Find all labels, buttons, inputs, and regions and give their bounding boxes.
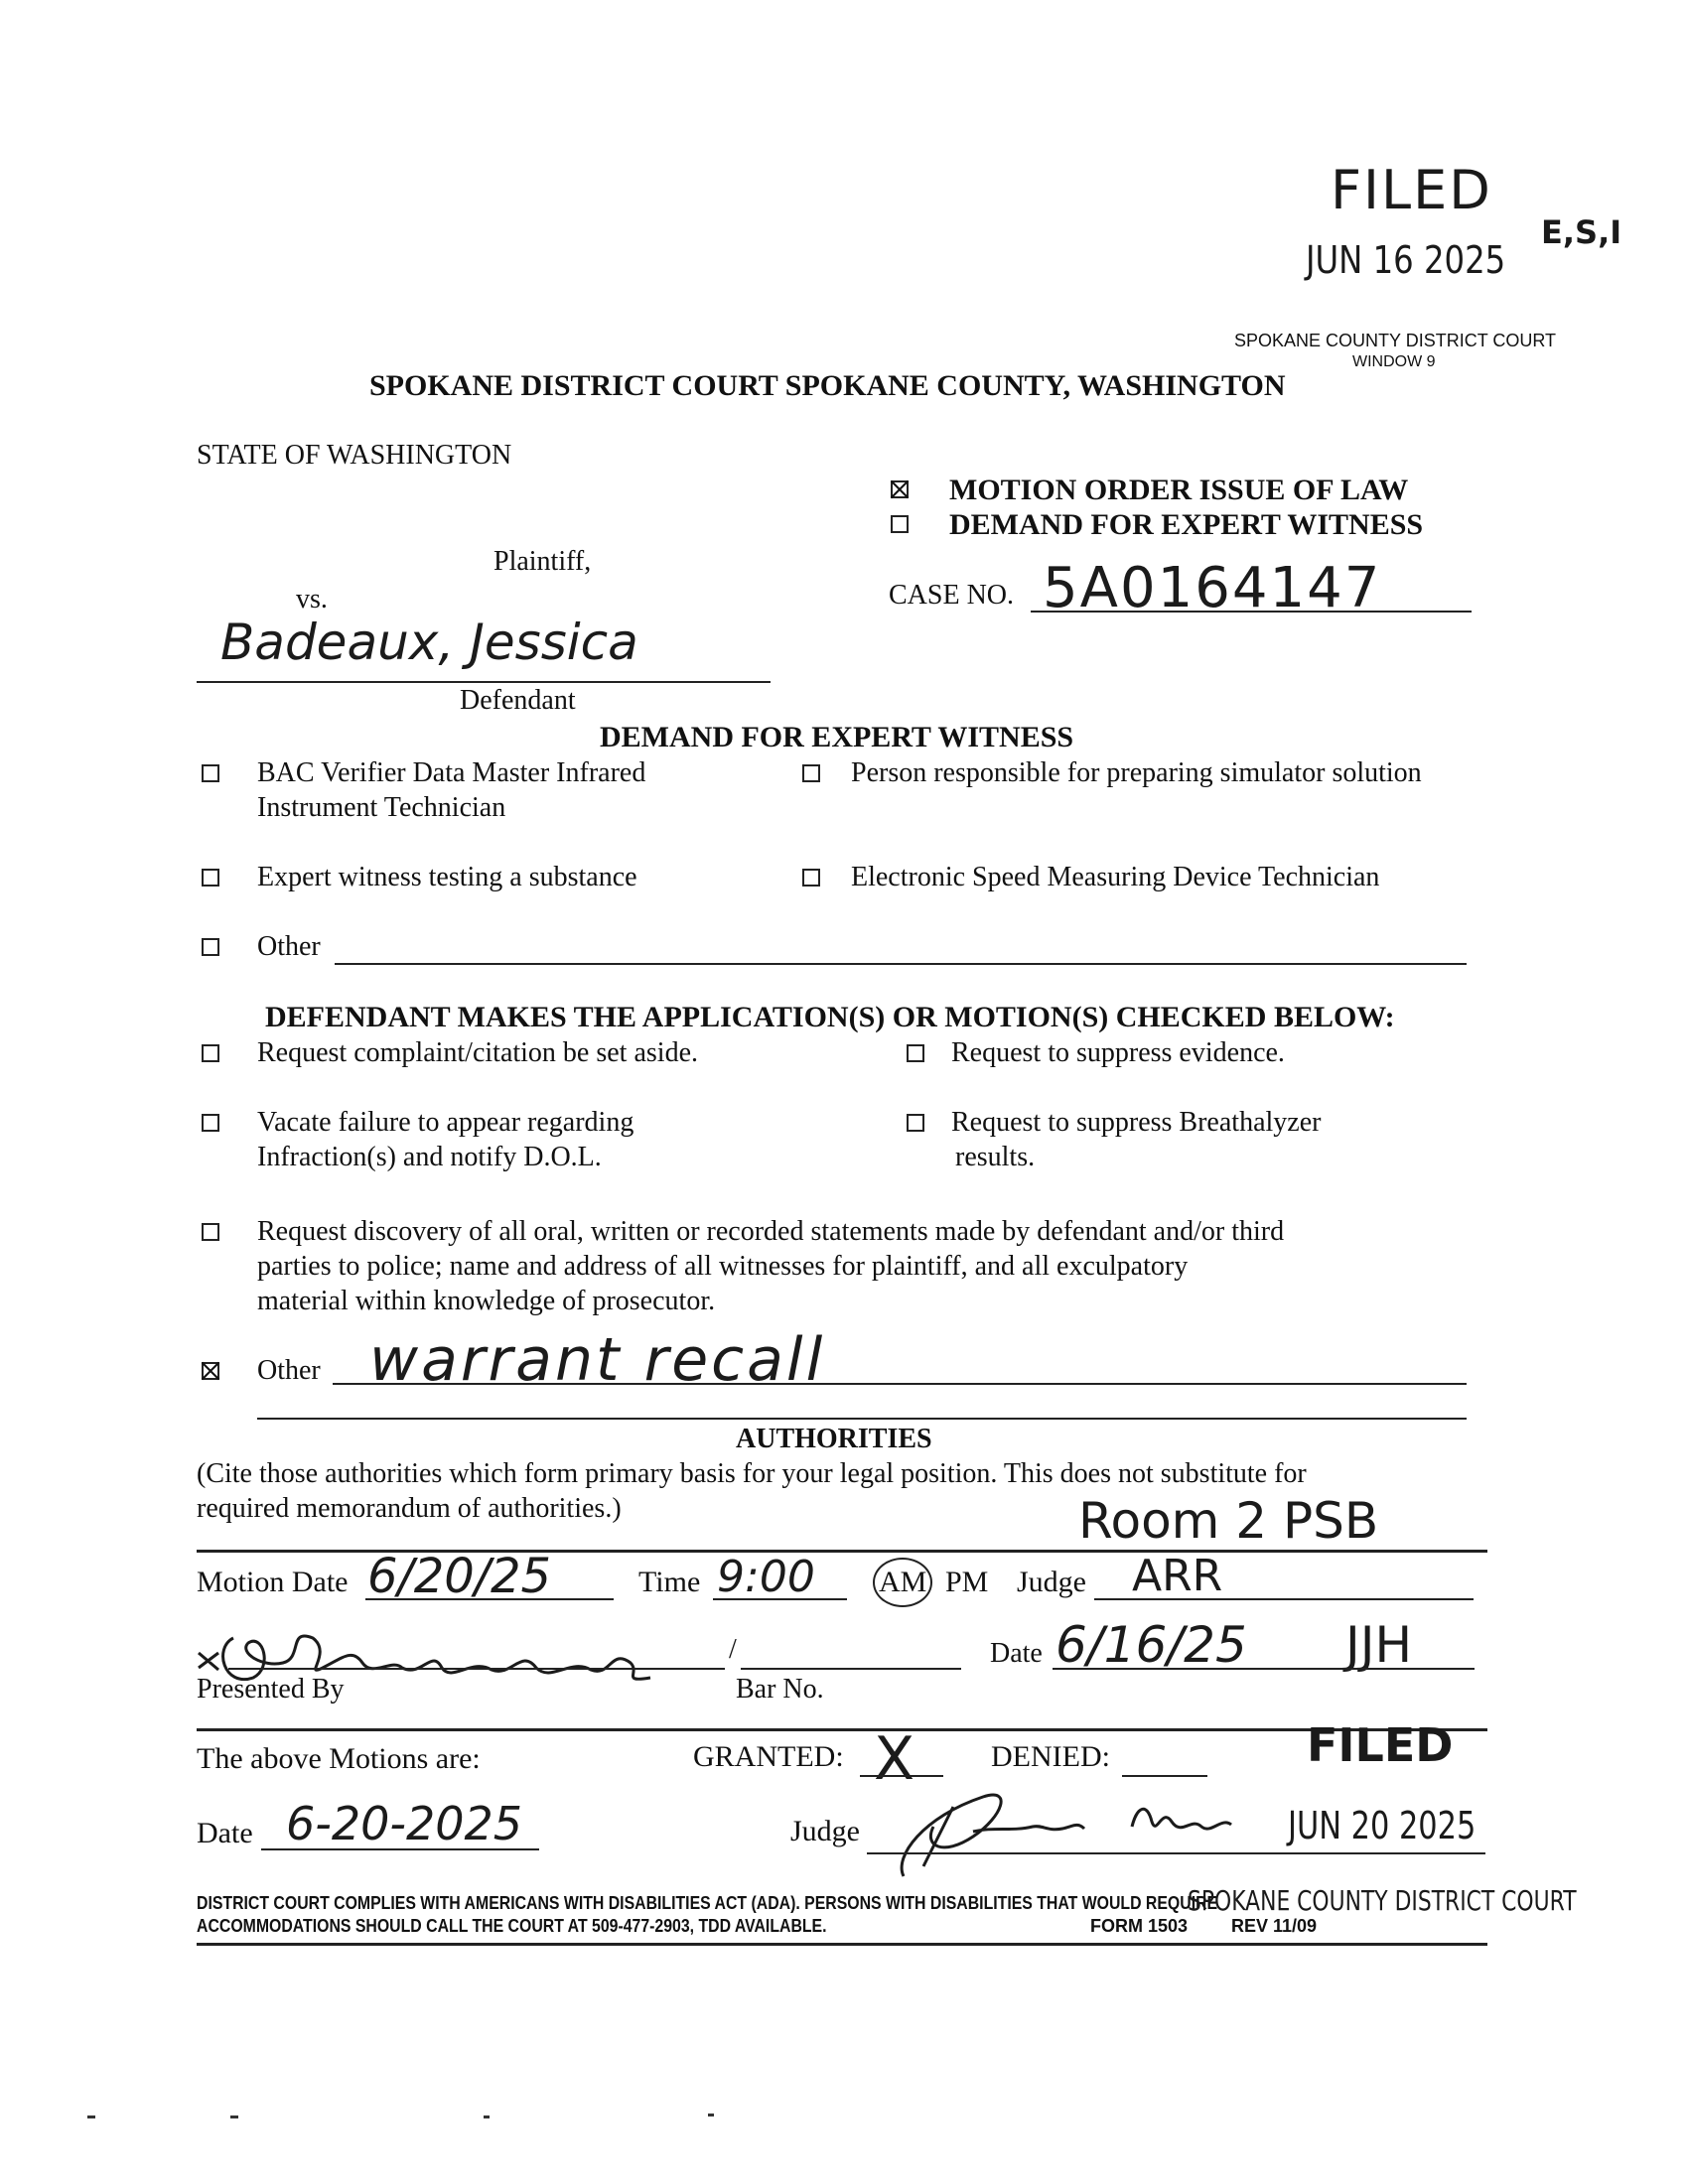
simulator-label: Person responsible for preparing simulator solution: [851, 757, 1422, 788]
time-label: Time: [638, 1566, 701, 1598]
bar-no-label: Bar No.: [736, 1674, 824, 1705]
presented-by-line: [228, 1668, 725, 1670]
ruling-judge-line: [867, 1852, 1485, 1854]
motions-are-label: The above Motions are:: [197, 1742, 481, 1775]
discovery-label-line2: parties to police; name and address of all witnesses for plaintiff, and all exculpatory: [257, 1251, 1189, 1282]
substance-checkbox[interactable]: [202, 869, 219, 887]
substance-label: Expert witness testing a substance: [257, 862, 637, 892]
case-no-value[interactable]: 5A0164147: [1043, 556, 1382, 620]
ruling-date-label: Date: [197, 1817, 253, 1849]
bac-checkbox[interactable]: [202, 764, 219, 782]
defendant-name-line: [197, 681, 771, 683]
motion-date-value[interactable]: 6/20/25: [367, 1549, 552, 1604]
hearing-judge-value[interactable]: ARR: [1132, 1551, 1223, 1601]
authorities-heading: AUTHORITIES: [736, 1424, 932, 1454]
bar-no-line: [741, 1668, 961, 1670]
motions-other-line: [333, 1383, 1467, 1385]
defendant-label: Defendant: [460, 685, 576, 716]
motions-other-line-2: [257, 1418, 1467, 1420]
corner-initials: E,S,I: [1541, 213, 1622, 251]
footer-rule: [197, 1943, 1487, 1946]
scan-mark: [87, 2116, 95, 2118]
scan-mark: [708, 2114, 714, 2116]
expert-other-label: Other: [257, 931, 321, 962]
granted-mark[interactable]: X: [874, 1724, 915, 1794]
footer-revision: REV 11/09: [1231, 1916, 1318, 1936]
case-no-label: CASE NO.: [889, 580, 1015, 611]
time-value[interactable]: 9:00: [717, 1552, 815, 1602]
ruling-date-value[interactable]: 6-20-2025: [286, 1797, 523, 1850]
set-aside-label: Request complaint/citation be set aside.: [257, 1037, 698, 1068]
presented-date-line: [1053, 1668, 1475, 1670]
case-no-line: [1031, 611, 1472, 613]
motion-order-checkbox[interactable]: [891, 480, 909, 498]
motion-order-label: MOTION ORDER ISSUE OF LAW: [949, 474, 1409, 506]
ruling-date-line: [261, 1848, 539, 1850]
hearing-judge-label: Judge: [1017, 1566, 1086, 1598]
ruling-top-rule: [197, 1728, 1487, 1731]
simulator-checkbox[interactable]: [802, 764, 820, 782]
filed-stamp-top: FILED: [1331, 159, 1492, 221]
slash-separator: /: [729, 1634, 737, 1665]
bac-label-line2: Instrument Technician: [257, 792, 506, 823]
footer-ada-line1: DISTRICT COURT COMPLIES WITH AMERICANS WITH DISABILITIES ACT (ADA). PERSONS WITH DISABILITIES THAT WOULD REQUIRE: [197, 1893, 1218, 1913]
vacate-checkbox[interactable]: [202, 1114, 219, 1132]
defendant-name-handwritten: Badeaux, Jessica: [220, 614, 638, 671]
presented-date-value[interactable]: 6/16/25: [1055, 1616, 1247, 1674]
demand-expert-checkbox[interactable]: [891, 515, 909, 533]
authorities-handwritten-room: Room 2 PSB: [1078, 1492, 1379, 1550]
court-window-stamp-line2: WINDOW 9: [1352, 353, 1436, 370]
suppress-evidence-checkbox[interactable]: [907, 1044, 924, 1062]
footer-ada-line2: ACCOMMODATIONS SHOULD CALL THE COURT AT 509-477-2903, TDD AVAILABLE.: [197, 1916, 827, 1936]
demand-expert-label: DEMAND FOR EXPERT WITNESS: [949, 508, 1424, 541]
plaintiff-label: Plaintiff,: [493, 546, 592, 577]
court-stamp-bottom: SPOKANE COUNTY DISTRICT COURT: [1188, 1884, 1577, 1917]
presented-date-initials: JJH: [1345, 1616, 1413, 1674]
filed-stamp-bottom-date: JUN 20 2025: [1288, 1804, 1477, 1847]
motions-section-heading: DEFENDANT MAKES THE APPLICATION(S) OR MOTION(S) CHECKED BELOW:: [265, 1001, 1395, 1033]
speed-checkbox[interactable]: [802, 869, 820, 887]
filed-stamp-bottom: FILED: [1307, 1718, 1454, 1772]
expert-other-checkbox[interactable]: [202, 938, 219, 956]
discovery-label-line1: Request discovery of all oral, written or recorded statements made by defendant and/or third: [257, 1216, 1285, 1247]
denied-label: DENIED:: [991, 1740, 1110, 1773]
set-aside-checkbox[interactable]: [202, 1044, 219, 1062]
speed-label: Electronic Speed Measuring Device Technician: [851, 862, 1380, 892]
scan-mark: [230, 2116, 238, 2118]
motions-other-label: Other: [257, 1355, 321, 1386]
presented-date-label: Date: [990, 1638, 1043, 1669]
vacate-label-line1: Vacate failure to appear regarding: [257, 1107, 634, 1138]
state-of-washington: STATE OF WASHINGTON: [197, 440, 512, 471]
authorities-note-line2: required memorandum of authorities.): [197, 1493, 622, 1524]
discovery-label-line3: material within knowledge of prosecutor.: [257, 1286, 716, 1316]
vs-label: vs.: [296, 584, 328, 614]
breathalyzer-checkbox[interactable]: [907, 1114, 924, 1132]
judge-signature: [864, 1777, 1301, 1886]
motions-other-handwritten[interactable]: warrant recall: [369, 1325, 826, 1395]
ruling-judge-label: Judge: [790, 1815, 860, 1847]
breathalyzer-label-line1: Request to suppress Breathalyzer: [951, 1107, 1322, 1138]
authorities-note-line1: (Cite those authorities which form primary basis for your legal position. This does not substitute for: [197, 1458, 1307, 1489]
hearing-judge-line: [1094, 1598, 1474, 1600]
motion-date-label: Motion Date: [197, 1566, 349, 1598]
suppress-evidence-label: Request to suppress evidence.: [951, 1037, 1285, 1068]
scan-mark: [484, 2116, 490, 2118]
am-label[interactable]: AM: [873, 1558, 932, 1607]
filed-stamp-top-date: JUN 16 2025: [1306, 238, 1506, 282]
expert-section-heading: DEMAND FOR EXPERT WITNESS: [600, 721, 1074, 753]
footer-form-number: FORM 1503: [1090, 1916, 1189, 1936]
breathalyzer-label-line2: results.: [955, 1142, 1036, 1172]
motion-date-line: [365, 1598, 614, 1600]
time-line: [713, 1598, 847, 1600]
expert-other-line[interactable]: [335, 963, 1467, 965]
pm-label[interactable]: PM: [945, 1566, 989, 1598]
presented-by-label: Presented By: [197, 1674, 345, 1705]
granted-label: GRANTED:: [693, 1740, 844, 1773]
vacate-label-line2: Infraction(s) and notify D.O.L.: [257, 1142, 602, 1172]
court-title: SPOKANE DISTRICT COURT SPOKANE COUNTY, WASHINGTON: [369, 369, 1286, 402]
motions-other-checkbox[interactable]: [202, 1362, 219, 1380]
bac-label-line1: BAC Verifier Data Master Infrared: [257, 757, 646, 788]
discovery-checkbox[interactable]: [202, 1223, 219, 1241]
court-window-stamp-line1: SPOKANE COUNTY DISTRICT COURT: [1234, 331, 1557, 350]
